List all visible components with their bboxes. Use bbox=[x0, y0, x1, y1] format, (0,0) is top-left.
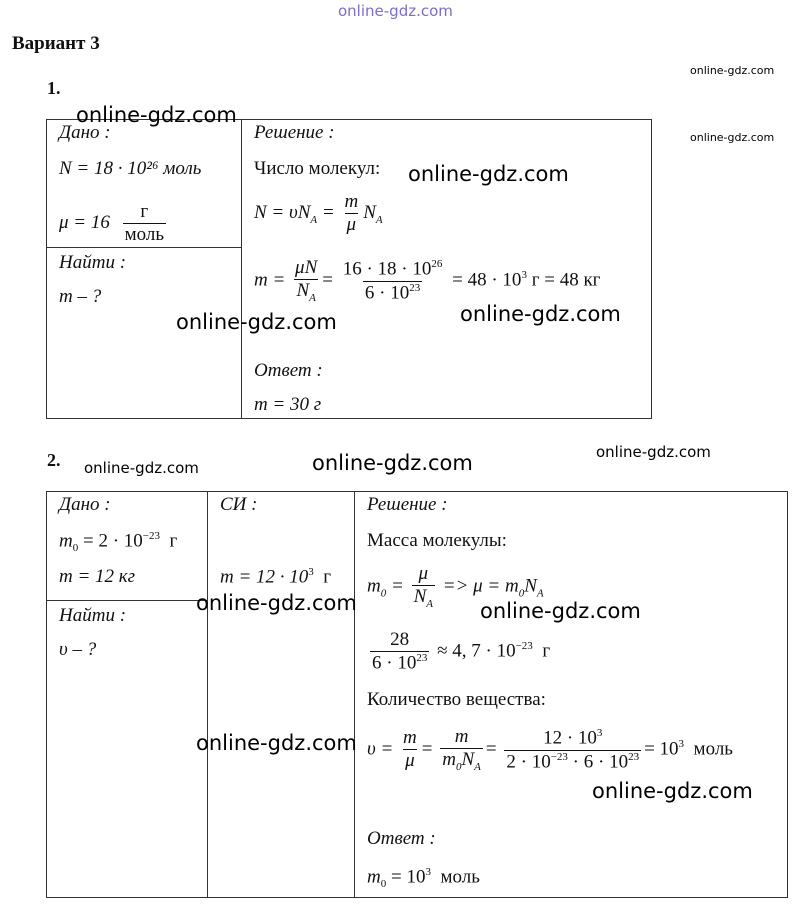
eq-text: = 10 bbox=[644, 738, 679, 760]
eq-sub: A bbox=[375, 214, 383, 227]
fraction bbox=[341, 258, 445, 303]
watermark: online-gdz.com bbox=[596, 443, 711, 461]
eq-sub: 0 bbox=[455, 760, 462, 773]
answer-label: Ответ : bbox=[254, 360, 323, 381]
eq-text: N bbox=[363, 202, 376, 224]
given-n bbox=[59, 158, 201, 180]
eq-sup: 3 bbox=[596, 727, 603, 740]
find-value: υ – ? bbox=[59, 639, 97, 660]
eq-sup: 23 bbox=[409, 281, 421, 294]
watermark: online-gdz.com bbox=[592, 779, 753, 803]
eq-text: N bbox=[524, 575, 537, 597]
amount-label: Количество вещества: bbox=[367, 689, 546, 710]
frac-num: μN bbox=[295, 257, 318, 278]
eq-sub: A bbox=[309, 291, 316, 304]
watermark: online-gdz.com bbox=[460, 302, 621, 326]
eq-sup: −23 bbox=[515, 640, 533, 653]
watermark: online-gdz.com bbox=[176, 310, 337, 334]
eq-sup: 3 bbox=[521, 269, 527, 282]
given-cell bbox=[47, 120, 242, 248]
eq-text: моль bbox=[430, 866, 480, 888]
frac-den bbox=[504, 750, 641, 773]
solution-label: Решение : bbox=[254, 122, 335, 143]
frac-den bbox=[440, 748, 483, 773]
answer-value bbox=[367, 866, 480, 890]
solution-cell bbox=[355, 492, 788, 898]
eq-sup: 23 bbox=[628, 750, 640, 763]
watermark: online-gdz.com bbox=[84, 459, 199, 477]
eq-text: г bbox=[313, 566, 332, 588]
frac-den-text: m bbox=[442, 748, 456, 770]
eq-text: m = 12 кг bbox=[59, 566, 136, 587]
frac-num: m bbox=[403, 727, 417, 749]
given-cell bbox=[47, 492, 208, 601]
given-label: Дано : bbox=[59, 122, 111, 143]
frac-num: 28 bbox=[390, 629, 410, 650]
eq-sub: A bbox=[426, 597, 433, 610]
watermark: online-gdz.com bbox=[76, 103, 237, 127]
frac-num: m bbox=[454, 726, 469, 747]
frac-den-text: 2 · 10 bbox=[506, 751, 551, 773]
frac-den bbox=[363, 281, 422, 304]
eq-text: => μ = m bbox=[437, 575, 519, 597]
watermark: online-gdz.com bbox=[408, 162, 569, 186]
fraction bbox=[123, 202, 166, 246]
fraction bbox=[412, 564, 435, 610]
eq-sub: 0 bbox=[380, 878, 387, 891]
eq-sup: −23 bbox=[142, 530, 160, 542]
equation-1 bbox=[254, 192, 383, 236]
si-cell bbox=[208, 492, 355, 898]
fraction bbox=[370, 630, 429, 674]
equation-1: $m_0$ = $\frac{\mu}{N_A}$ => $\mu = m_0N_A$ bbox=[367, 563, 544, 610]
problem-number: 1. bbox=[47, 78, 61, 98]
watermark-top: online-gdz.com bbox=[338, 2, 453, 20]
watermark: online-gdz.com bbox=[690, 64, 775, 77]
frac-num: г bbox=[140, 201, 149, 222]
frac-num-text: 12 · 10 bbox=[543, 727, 597, 749]
problem-number: 2. bbox=[47, 450, 61, 470]
fraction bbox=[440, 727, 483, 773]
eq-text: m = 12 · 10 bbox=[220, 566, 309, 588]
eq-text: = 10 bbox=[386, 866, 426, 888]
page-title: Вариант 3 bbox=[12, 33, 100, 54]
given-m0 bbox=[59, 530, 177, 554]
frac-num bbox=[541, 727, 604, 749]
eq-sup: 23 bbox=[416, 651, 428, 664]
given-m bbox=[59, 566, 135, 588]
watermark: online-gdz.com bbox=[196, 731, 357, 755]
problem2-table bbox=[46, 491, 788, 898]
frac-num bbox=[341, 258, 445, 280]
given-label: Дано : bbox=[59, 494, 111, 515]
molecules-label: Число молекул: bbox=[254, 158, 381, 179]
frac-den-text: · 6 · 10 bbox=[567, 751, 629, 773]
answer-value: m = 30 г bbox=[254, 394, 322, 415]
solution-label: Решение : bbox=[367, 494, 448, 515]
eq-text: = 2 · 10 bbox=[78, 530, 143, 552]
frac-den bbox=[294, 279, 317, 304]
fraction bbox=[342, 192, 360, 236]
frac-den bbox=[370, 651, 429, 674]
frac-den: μ bbox=[405, 750, 415, 772]
frac-den-text: N bbox=[413, 585, 427, 607]
equation-2: m = $\frac{\mu N}{N_A}$ = $\frac{16 \cdot 18 \cdot 10^{26}}{6 \cdot 10^{23}}$ = $48 \cdot 10^3$ г = 48 кг bbox=[254, 257, 601, 304]
eq-sup: 26 bbox=[431, 258, 443, 271]
eq-text: m bbox=[367, 866, 381, 888]
eq-text: ≈ 4, 7 · 10 bbox=[432, 640, 516, 662]
watermark: online-gdz.com bbox=[690, 131, 775, 144]
given-n-text: N = 18 · 10²⁶ моль bbox=[59, 158, 202, 179]
eq-text: m bbox=[59, 530, 73, 552]
eq-text: m = bbox=[254, 269, 286, 291]
watermark: online-gdz.com bbox=[196, 591, 357, 615]
find-label: Найти : bbox=[59, 252, 127, 273]
frac-den-text: N bbox=[296, 279, 310, 301]
eq-text: г = 48 кг bbox=[526, 269, 601, 291]
eq-sub: 0 bbox=[72, 542, 79, 555]
eq-sub: A bbox=[310, 214, 318, 227]
given-mu-lhs: μ = 16 bbox=[59, 212, 110, 234]
eq-text: N = υN bbox=[254, 202, 311, 224]
given-mu bbox=[59, 202, 169, 246]
mass-label: Масса молекулы: bbox=[367, 530, 507, 551]
eq-sub: A bbox=[474, 760, 481, 773]
frac-den: моль bbox=[124, 223, 165, 245]
watermark: online-gdz.com bbox=[480, 599, 641, 623]
frac-num-text: 16 · 18 · 10 bbox=[342, 258, 432, 280]
frac-den: μ bbox=[346, 213, 357, 235]
equation-2 bbox=[367, 630, 550, 674]
answer-label: Ответ : bbox=[367, 828, 436, 849]
eq-sub: A bbox=[536, 587, 544, 600]
frac-num: m bbox=[344, 191, 359, 212]
equation-3: υ = $\frac{m}{\mu}$ = $\frac{m}{m_0N_A}$ = $\frac{12 \cdot 10^3}{2 \cdot 10^{-23} \cdot 6 \cdot 10^{23}}$ = $10^3$ моль bbox=[367, 726, 733, 773]
si-label: СИ : bbox=[220, 494, 258, 515]
fraction bbox=[401, 728, 419, 772]
eq-sup: 3 bbox=[308, 566, 314, 578]
eq-sup: 3 bbox=[678, 738, 685, 751]
fraction bbox=[293, 258, 319, 304]
find-label: Найти : bbox=[59, 605, 127, 626]
eq-sup: −23 bbox=[550, 750, 568, 763]
eq-text: г bbox=[532, 640, 551, 662]
eq-text: моль bbox=[684, 738, 733, 760]
fraction bbox=[504, 727, 641, 772]
frac-den-text: N bbox=[461, 748, 475, 770]
eq-text: = bbox=[321, 202, 335, 224]
eq-text: = 48 · 10 bbox=[452, 269, 522, 291]
eq-text: m bbox=[367, 575, 381, 597]
frac-num: μ bbox=[418, 563, 429, 584]
eq-text: г bbox=[160, 530, 178, 552]
find-cell bbox=[47, 601, 208, 898]
eq-sup: 3 bbox=[425, 866, 431, 878]
eq-sub: 0 bbox=[518, 587, 525, 600]
si-value bbox=[220, 566, 331, 588]
frac-den bbox=[412, 585, 435, 610]
watermark: online-gdz.com bbox=[312, 451, 473, 475]
frac-den-text: 6 · 10 bbox=[372, 652, 417, 674]
eq-text: υ = bbox=[367, 738, 394, 760]
find-value: m – ? bbox=[59, 286, 102, 307]
frac-den-text: 6 · 10 bbox=[364, 282, 410, 304]
eq-sub: 0 bbox=[380, 587, 387, 600]
